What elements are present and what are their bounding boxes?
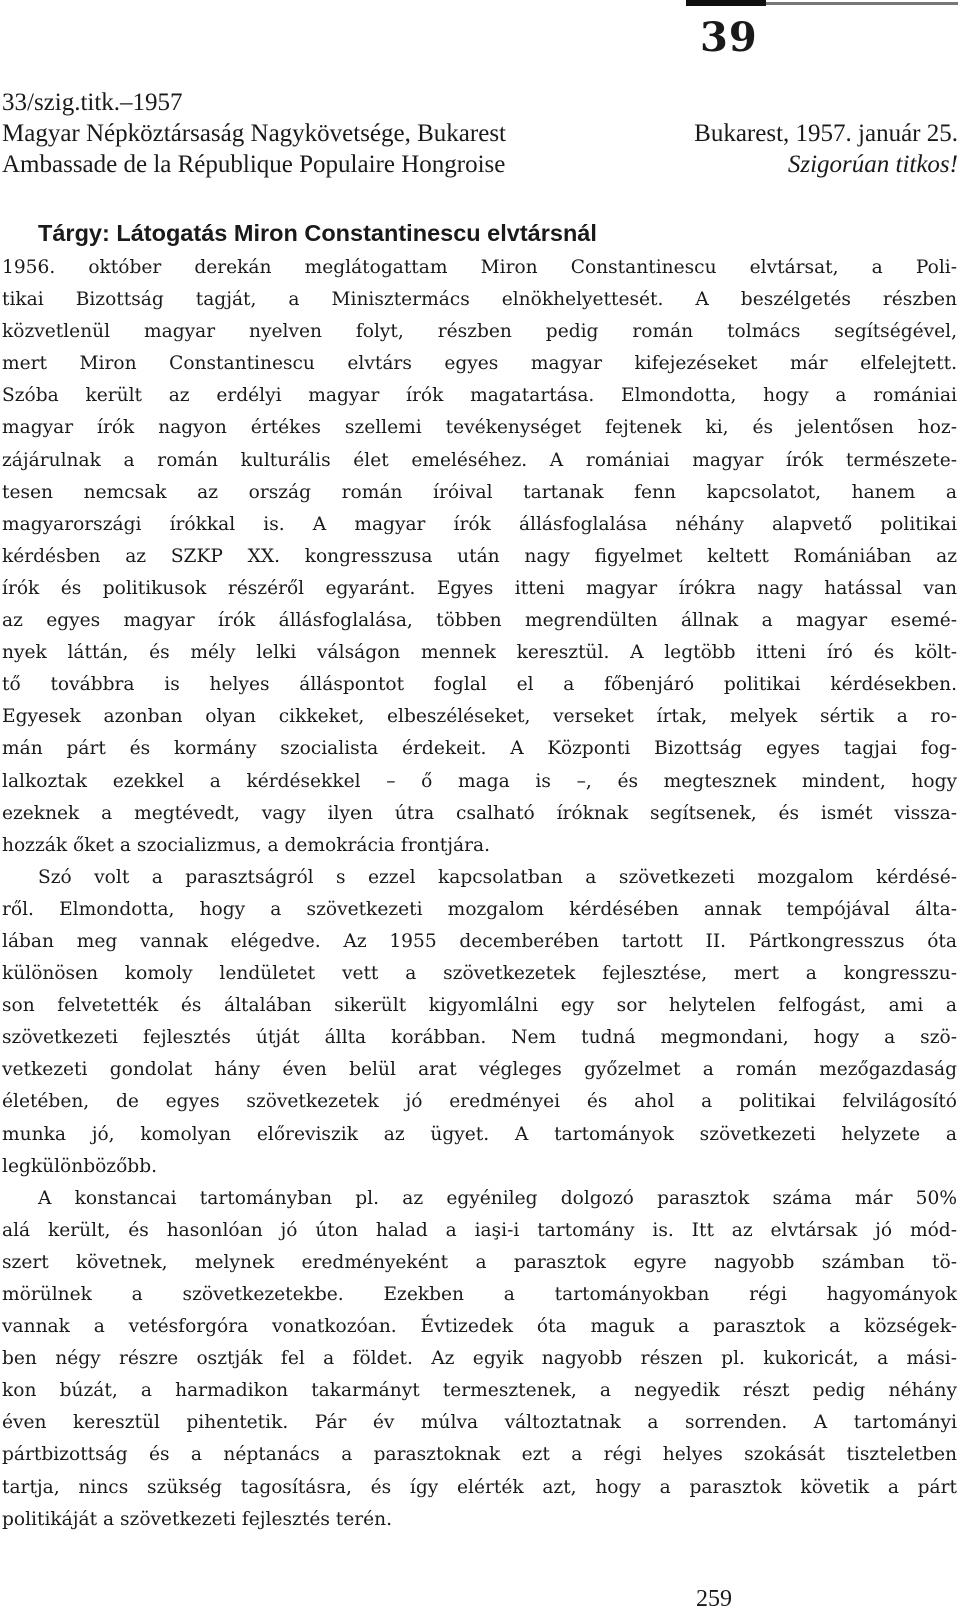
body-line: Szó volt a parasztságról s ezzel kapcsolatban a szövetkezeti mozgalom kérdésé- xyxy=(38,866,957,888)
body-line: legkülönbözőbb. xyxy=(2,1155,158,1177)
subject-line: Tárgy: Látogatás Miron Constantinescu elvtársnál xyxy=(38,220,597,246)
header-line-2 xyxy=(0,118,960,150)
body-line: közvetlenül magyar nyelven folyt, részben pedig román tolmács segítségével, xyxy=(2,321,957,343)
page-number: 259 xyxy=(696,1586,732,1612)
body-line: son felvetették és általában sikerült kigyomlálni egy sor helytelen felfogást, ami a xyxy=(2,995,957,1017)
body-line: pártbizottság és a néptanács a parasztoknak ezt a régi helyes szokását tiszteletben xyxy=(2,1444,957,1466)
body-line: tesen nemcsak az ország román íróival tartanak fenn kapcsolatot, hanem a xyxy=(2,481,957,503)
body-line: zájárulnak a román kulturális élet emeléséhez. A romániai magyar írók természete- xyxy=(2,449,957,471)
body-line: írók és politikusok részéről egyaránt. Egyes itteni magyar írókra nagy hatással van xyxy=(2,577,957,599)
body-line: kon búzát, a harmadikon takarmányt termesztenek, a negyedik részt pedig néhány xyxy=(2,1380,957,1402)
classification-label: Szigorúan titkos! xyxy=(787,151,958,178)
body-line: Szóba került az erdélyi magyar írók magatartása. Elmondotta, hogy a romániai xyxy=(2,385,957,407)
body-line: alá került, és hasonlóan jó úton halad a iaşi-i tartomány is. Itt az elvtársak jó mód- xyxy=(2,1219,957,1241)
body-line: vetkezeti gondolat hány éven belül arat végleges győzelmet a román mezőgazdaság xyxy=(2,1059,957,1081)
header-line-1 xyxy=(0,87,960,119)
body-line: vannak a vetésforgóra vonatkozóan. Évtizedek óta maguk a parasztok a községek- xyxy=(2,1316,957,1338)
place-and-date: Bukarest, 1957. január 25. xyxy=(694,120,958,147)
document-body xyxy=(2,252,957,1536)
body-line: szert követnek, melynek eredményeként a parasztok egyre nagyobb számban tö- xyxy=(2,1251,957,1273)
body-line: tikai Bizottság tagját, a Minisztermács elnökhelyettesét. A beszélgetés részben xyxy=(2,289,957,311)
sender-hungarian: Magyar Népköztársaság Nagykövetsége, Bukarest xyxy=(2,120,506,147)
header-rule xyxy=(686,2,958,5)
body-line: tő továbbra is helyes álláspontot foglal el a főbenjáró politikai kérdésekben. xyxy=(2,674,957,696)
body-line: munka jó, komolyan előreviszik az ügyet. A tartományok szövetkezeti helyzete a xyxy=(2,1123,957,1145)
body-line: mán párt és kormány szocialista érdekeit. A Központi Bizottság egyes tagjai fog- xyxy=(2,738,957,760)
body-line: ről. Elmondotta, hogy a szövetkezeti mozgalom kérdésében annak tempójával álta- xyxy=(2,898,957,920)
body-line: mert Miron Constantinescu elvtárs egyes magyar kifejezéseket már elfelejtett. xyxy=(2,353,957,375)
body-line: magyarországi írókkal is. A magyar írók állásfoglalása néhány alapvető politikai xyxy=(2,513,957,535)
body-line: politikáját a szövetkezeti fejlesztés terén. xyxy=(2,1508,393,1530)
body-line: ezeknek a megtévedt, vagy ilyen útra csalható íróknak segítsenek, és ismét vissza- xyxy=(2,802,957,824)
body-line: kérdésben az SZKP XX. kongresszusa után nagy figyelmet keltett Romániában az xyxy=(2,545,957,567)
body-line: Egyesek azonban olyan cikkeket, elbeszéléseket, verseket írtak, melyek sértik a ro- xyxy=(2,706,957,728)
body-line: magyar írók nagyon értékes szellemi tevékenységet fejtenek ki, és jelentősen hoz- xyxy=(2,417,957,439)
body-line: lában meg vannak elégedve. Az 1955 decemberében tartott II. Pártkongresszus óta xyxy=(2,930,957,952)
body-line: A konstancai tartományban pl. az egyénileg dolgozó parasztok száma már 50% xyxy=(38,1187,957,1209)
body-line: mörülnek a szövetkezetekbe. Ezekben a tartományokban régi hagyományok xyxy=(2,1284,957,1305)
sender-french: Ambassade de la République Populaire Hongroise xyxy=(2,151,506,178)
body-line: lalkoztak ezekkel a kérdésekkel – ő maga is –, és megtesznek mindent, hogy xyxy=(2,770,957,792)
header-rule-accent xyxy=(686,0,766,6)
body-line: szövetkezeti fejlesztés útját állta korábban. Nem tudná megmondani, hogy a szö- xyxy=(2,1027,957,1049)
document-number: 39 xyxy=(700,14,758,61)
body-line: hozzák őket a szocializmus, a demokrácia frontjára. xyxy=(2,834,490,856)
document-reference: 33/szig.titk.–1957 xyxy=(2,89,183,116)
body-line: ben négy részre osztják fel a földet. Az egyik nagyobb részen pl. kukoricát, a mási- xyxy=(2,1348,957,1370)
body-line: különösen komoly lendületet vett a szövetkezetek fejlesztése, mert a kongresszu- xyxy=(2,963,957,985)
body-line: éven keresztül pihentetik. Pár év múlva változtatnak a sorrenden. A tartományi xyxy=(2,1412,957,1434)
body-line: nyek láttán, és mély lelki válságon mennek keresztül. A legtöbb itteni író és költ- xyxy=(2,642,957,664)
body-line: az egyes magyar írók állásfoglalása, többen megrendülten állnak a magyar esemé- xyxy=(2,610,957,632)
body-line: életében, de egyes szövetkezetek jó eredményei és ahol a politikai felvilágosító xyxy=(2,1091,957,1113)
header-line-3 xyxy=(0,149,960,181)
body-line: 1956. október derekán meglátogattam Miron Constantinescu elvtársat, a Poli- xyxy=(2,257,957,278)
body-line: tartja, nincs szükség tagosításra, és így elérték azt, hogy a parasztok követik a párt xyxy=(2,1476,957,1498)
